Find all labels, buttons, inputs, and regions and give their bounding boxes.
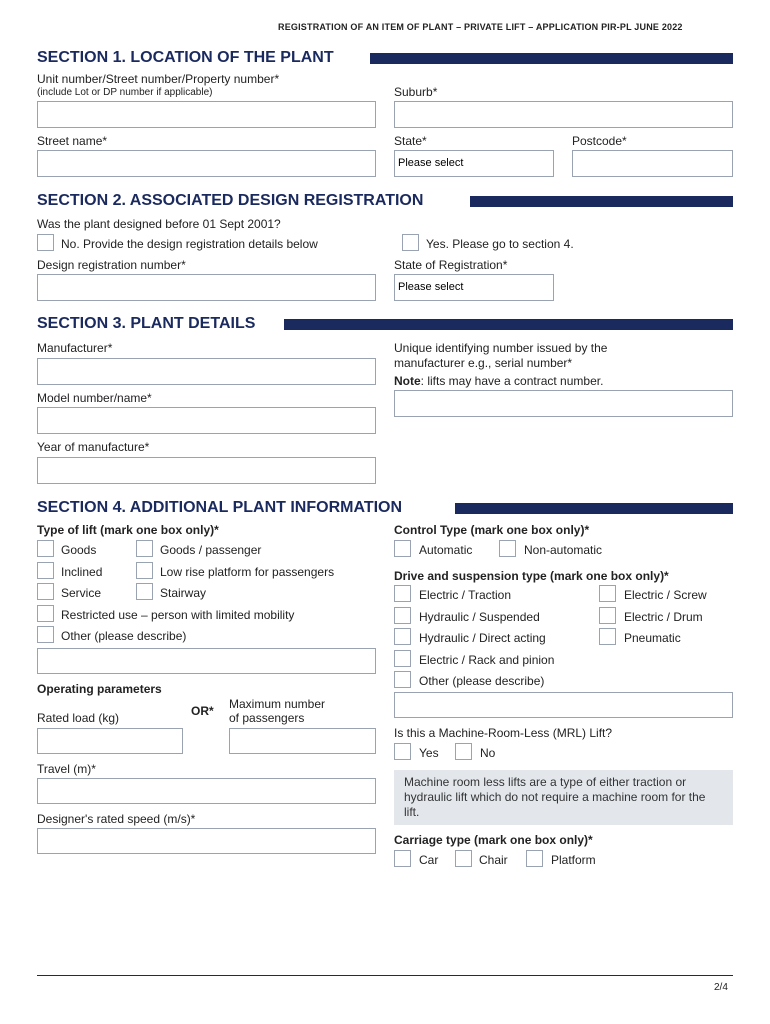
rated-load-label: Rated load (kg) bbox=[37, 711, 120, 725]
section-1-title: SECTION 1. LOCATION OF THE PLANT bbox=[37, 49, 338, 67]
lift-restricted-label: Restricted use – person with limited mobility bbox=[61, 608, 295, 622]
year-input[interactable] bbox=[37, 457, 376, 484]
mrl-question: Is this a Machine-Room-Less (MRL) Lift? bbox=[394, 726, 613, 740]
design-no-label: No. Provide the design registration details below bbox=[61, 237, 318, 251]
max-passengers-label-line1: Maximum number bbox=[229, 697, 326, 711]
unit-number-input[interactable] bbox=[37, 101, 376, 128]
or-label: OR* bbox=[191, 704, 214, 718]
drive-pneumatic-label: Pneumatic bbox=[624, 631, 681, 645]
postcode-input[interactable] bbox=[572, 150, 733, 177]
lift-inclined-label: Inclined bbox=[61, 565, 103, 579]
mrl-no-label: No bbox=[480, 746, 496, 760]
uid-label-line2: manufacturer e.g., serial number* bbox=[394, 356, 573, 370]
drive-electric-screw-label: Electric / Screw bbox=[624, 588, 707, 602]
lift-other-label: Other (please describe) bbox=[61, 629, 187, 643]
control-type-label: Control Type (mark one box only)* bbox=[394, 523, 590, 537]
design-no-checkbox[interactable] bbox=[37, 234, 54, 251]
control-automatic-label: Automatic bbox=[419, 543, 473, 557]
drive-other-input[interactable] bbox=[394, 692, 733, 718]
control-non-automatic-label: Non-automatic bbox=[524, 543, 603, 557]
section-3-divider bbox=[284, 319, 733, 330]
lift-goods-label: Goods bbox=[61, 543, 97, 557]
mrl-info-note: Machine room less lifts are a type of either traction or hydraulic lift which do not require a machine room for the lift. bbox=[394, 770, 733, 825]
model-input[interactable] bbox=[37, 407, 376, 434]
drive-hydraulic-direct-checkbox[interactable] bbox=[394, 628, 411, 645]
drive-hydraulic-suspended-checkbox[interactable] bbox=[394, 607, 411, 624]
drive-electric-screw-checkbox[interactable] bbox=[599, 585, 616, 602]
lift-other-checkbox[interactable] bbox=[37, 626, 54, 643]
document-header: REGISTRATION OF AN ITEM OF PLANT – PRIVATE LIFT – APPLICATION PIR-PL JUNE 2022 bbox=[278, 22, 683, 32]
carriage-chair-checkbox[interactable] bbox=[455, 850, 472, 867]
control-non-automatic-checkbox[interactable] bbox=[499, 540, 516, 557]
drive-electric-drum-checkbox[interactable] bbox=[599, 607, 616, 624]
lift-low-rise-label: Low rise platform for passengers bbox=[160, 565, 335, 579]
section-2-title: SECTION 2. ASSOCIATED DESIGN REGISTRATION bbox=[37, 192, 427, 210]
carriage-type-label: Carriage type (mark one box only)* bbox=[394, 833, 593, 847]
lift-other-input[interactable] bbox=[37, 648, 376, 674]
drive-other-label: Other (please describe) bbox=[419, 674, 545, 688]
drive-type-label: Drive and suspension type (mark one box only)* bbox=[394, 569, 669, 583]
drive-electric-traction-label: Electric / Traction bbox=[419, 588, 512, 602]
lift-goods-passenger-checkbox[interactable] bbox=[136, 540, 153, 557]
lift-goods-checkbox[interactable] bbox=[37, 540, 54, 557]
carriage-platform-label: Platform bbox=[551, 853, 596, 867]
mrl-yes-checkbox[interactable] bbox=[394, 743, 411, 760]
lift-service-label: Service bbox=[61, 586, 102, 600]
manufacturer-input[interactable] bbox=[37, 358, 376, 385]
uid-note-text: : lifts may have a contract number. bbox=[420, 374, 604, 388]
lift-service-checkbox[interactable] bbox=[37, 583, 54, 600]
lift-stairway-label: Stairway bbox=[160, 586, 207, 600]
section-3-title: SECTION 3. PLANT DETAILS bbox=[37, 315, 259, 333]
postcode-label: Postcode* bbox=[572, 134, 627, 148]
carriage-car-checkbox[interactable] bbox=[394, 850, 411, 867]
state-select[interactable]: Please select bbox=[394, 150, 554, 177]
uid-note-bold: Note bbox=[394, 374, 421, 388]
suburb-label: Suburb* bbox=[394, 85, 438, 99]
drive-hydraulic-suspended-label: Hydraulic / Suspended bbox=[419, 610, 540, 624]
page-number: 2/4 bbox=[714, 982, 728, 993]
speed-label: Designer's rated speed (m/s)* bbox=[37, 812, 196, 826]
carriage-chair-label: Chair bbox=[479, 853, 508, 867]
drive-hydraulic-direct-label: Hydraulic / Direct acting bbox=[419, 631, 546, 645]
design-registration-input[interactable] bbox=[37, 274, 376, 301]
year-label: Year of manufacture* bbox=[37, 440, 150, 454]
lift-goods-passenger-label: Goods / passenger bbox=[160, 543, 262, 557]
lift-type-label: Type of lift (mark one box only)* bbox=[37, 523, 219, 537]
lift-restricted-checkbox[interactable] bbox=[37, 605, 54, 622]
mrl-no-checkbox[interactable] bbox=[455, 743, 472, 760]
drive-electric-drum-label: Electric / Drum bbox=[624, 610, 703, 624]
uid-note bbox=[394, 374, 603, 388]
control-automatic-checkbox[interactable] bbox=[394, 540, 411, 557]
drive-electric-traction-checkbox[interactable] bbox=[394, 585, 411, 602]
lift-stairway-checkbox[interactable] bbox=[136, 583, 153, 600]
carriage-platform-checkbox[interactable] bbox=[526, 850, 543, 867]
state-registration-label: State of Registration* bbox=[394, 258, 508, 272]
street-name-label: Street name* bbox=[37, 134, 108, 148]
lift-low-rise-checkbox[interactable] bbox=[136, 562, 153, 579]
street-name-input[interactable] bbox=[37, 150, 376, 177]
section-2-divider bbox=[470, 196, 733, 207]
suburb-input[interactable] bbox=[394, 101, 733, 128]
unit-number-hint: (include Lot or DP number if applicable) bbox=[37, 87, 213, 98]
uid-label-line1: Unique identifying number issued by the bbox=[394, 341, 608, 355]
section-4-divider bbox=[455, 503, 733, 514]
max-passengers-label-line2: of passengers bbox=[229, 711, 305, 725]
section-1-divider bbox=[370, 53, 733, 64]
design-question: Was the plant designed before 01 Sept 2001? bbox=[37, 217, 281, 231]
uid-input[interactable] bbox=[394, 390, 733, 417]
lift-inclined-checkbox[interactable] bbox=[37, 562, 54, 579]
max-passengers-input[interactable] bbox=[229, 728, 376, 754]
rated-load-input[interactable] bbox=[37, 728, 183, 754]
drive-electric-rack-checkbox[interactable] bbox=[394, 650, 411, 667]
drive-other-checkbox[interactable] bbox=[394, 671, 411, 688]
drive-electric-rack-label: Electric / Rack and pinion bbox=[419, 653, 555, 667]
drive-pneumatic-checkbox[interactable] bbox=[599, 628, 616, 645]
design-yes-checkbox[interactable] bbox=[402, 234, 419, 251]
speed-input[interactable] bbox=[37, 828, 376, 854]
operating-parameters-label: Operating parameters bbox=[37, 682, 162, 696]
travel-input[interactable] bbox=[37, 778, 376, 804]
state-registration-select[interactable]: Please select bbox=[394, 274, 554, 301]
section-4-title: SECTION 4. ADDITIONAL PLANT INFORMATION bbox=[37, 499, 406, 517]
carriage-car-label: Car bbox=[419, 853, 439, 867]
unit-number-label: Unit number/Street number/Property number* bbox=[37, 72, 280, 86]
travel-label: Travel (m)* bbox=[37, 762, 96, 776]
design-yes-label: Yes. Please go to section 4. bbox=[426, 237, 574, 251]
manufacturer-label: Manufacturer* bbox=[37, 341, 113, 355]
footer-divider bbox=[37, 975, 733, 976]
model-label: Model number/name* bbox=[37, 391, 152, 405]
mrl-yes-label: Yes bbox=[419, 746, 439, 760]
state-label: State* bbox=[394, 134, 427, 148]
design-registration-label: Design registration number* bbox=[37, 258, 186, 272]
